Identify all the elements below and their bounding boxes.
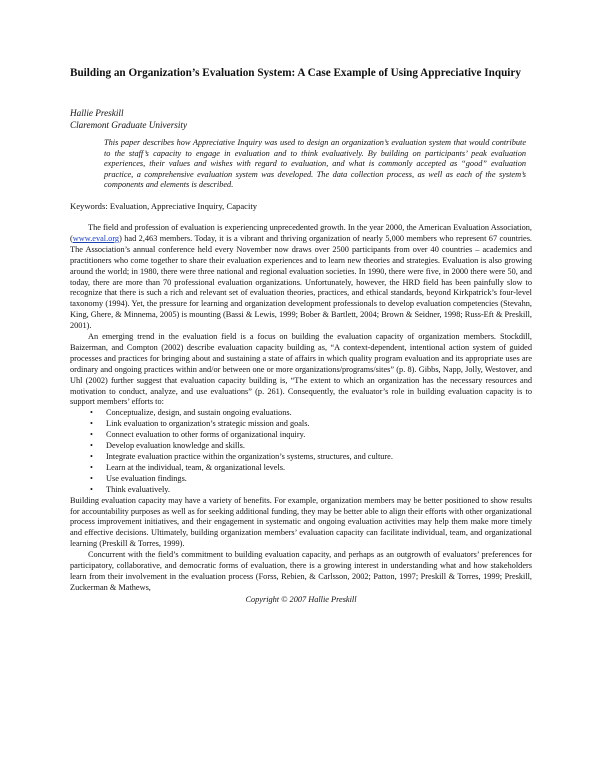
bullet-icon: •	[90, 419, 93, 429]
bullet-item	[90, 419, 532, 430]
bullet-text: Use evaluation findings.	[106, 473, 187, 483]
bullet-text: Link evaluation to organization’s strategic mission and goals.	[106, 419, 310, 429]
body-text	[70, 223, 532, 594]
paragraph-1	[70, 223, 532, 332]
abstract: This paper describes how Appreciative Inquiry was used to design an organization’s evaluation system that would contribute to the staff’s capacity to engage in evaluation and to think evaluatively. By building on participants’ peak evaluation experiences, their values and wishes with regard to evaluation, and what is commonly accepted as “good” evaluation practice, a comprehensive evaluation system was developed. The data collection process, as well as each of the system’s components and elements is described.	[104, 138, 526, 190]
paragraph-4: Concurrent with the field’s commitment to building evaluation capacity, and perhaps as an outgrowth of evaluators’ preferences for participatory, collaborative, and democratic forms of evaluation, there is a growing interest in understanding what and how stakeholders learn from their involvement in the evaluation process (Forss, Rebien, & Carlsson, 2002; Patton, 1997; Preskill & Torres, 1999; Preskill, Zuckerman & Mathews,	[70, 550, 532, 592]
keywords: Keywords: Evaluation, Appreciative Inquiry, Capacity	[70, 200, 258, 211]
bullet-icon: •	[90, 473, 93, 483]
paragraph-3: Building evaluation capacity may have a variety of benefits. For example, organization members may be better positioned to show results for accountability purposes as well as for seeking additional funding, they may be better able to align their efforts with other organizational process improvement initiatives, and their engagement in systematic and ongoing evaluation activities may help them make more timely and effective decisions. Ultimately, building organization members’ evaluation capacity can facilitate individual, team, and organizational learning (Preskill & Torres, 1999).	[70, 495, 532, 549]
capacity-bullet-list	[70, 408, 532, 495]
bullet-icon: •	[90, 452, 93, 461]
bullet-text: Develop evaluation knowledge and skills.	[106, 441, 245, 451]
bullet-text: Learn at the individual, team, & organizational levels.	[106, 462, 286, 472]
bullet-text: Integrate evaluation practice within the organization’s systems, structures, and culture.	[106, 452, 393, 461]
paper-title: Building an Organization’s Evaluation System: A Case Example of Using Appreciative Inquiry	[70, 67, 521, 79]
bullet-item	[90, 441, 532, 452]
bullet-item	[90, 430, 532, 441]
bullet-text: Conceptualize, design, and sustain ongoing evaluations.	[106, 408, 292, 418]
copyright-footer: Copyright © 2007 Hallie Preskill	[245, 594, 357, 604]
author-name: Hallie Preskill	[70, 108, 124, 118]
paragraph-1-text-a: The field and profession of evaluation is experiencing unprecedented growth. In the year 2000, the American Evaluation Association, (	[70, 222, 532, 243]
aea-link[interactable]: www.eval.org	[72, 233, 120, 243]
bullet-text: Connect evaluation to other forms of organizational inquiry.	[106, 430, 306, 440]
paragraph-1-text-b: ) had 2,463 members. Today, it is a vibrant and thriving organization of nearly 5,000 members who represent 67 countries. The Association’s annual conference held every November now draws over 2500 participants from over 40 countries – academics and practitioners who come together to share their evaluation experiences and to learn new theories and strategies. Evaluation is also growing around the world; in 1980, there were three national and regional evaluation societies. In 1990, there were five, in 2000 there were 50, and today, there are more than 70 professional evaluation organizations. Unfortunately, however, the HRD field has been painfully slow to recognize that there is such a rich and relevant set of evaluation theories, practices, and ethical standards, beyond Kirkpatrick’s four-level taxonomy (1994). Yet, the pressure for learning and organization development professionals to develop evaluation competencies (Stevahn, King, Ghere, & Minnema, 2005) is mounting (Bassi & Lewis, 1999; Bober & Bartlett, 2004; Brown & Seidner, 1998; Russ-Eft & Preskill, 2001).	[70, 233, 532, 331]
paragraph-2: An emerging trend in the evaluation field is a focus on building the evaluation capacity of organization members. Stockdill, Baizerman, and Compton (2002) describe evaluation capacity building as, “A context-dependent, intentional action system of guided processes and practices for bringing about and sustaining a state of affairs in which quality program evaluation and its appropriate uses are ordinary and ongoing practices within and/or between one or more organizations/programs/sites” (p. 8). Gibbs, Napp, Jolly, Westover, and Uhl (2002) further suggest that evaluation capacity building is, “The extent to which an organization has the necessary resources and motivation to conduct, analyze, and use evaluations” (p. 261). Consequently, the evaluator’s role in building evaluation capacity is to support members’ efforts to:	[70, 332, 532, 407]
paper-page	[70, 66, 532, 605]
bullet-icon: •	[90, 441, 93, 451]
bullet-item	[90, 408, 532, 419]
bullet-item	[90, 463, 532, 474]
author-affiliation: Claremont Graduate University	[70, 120, 188, 130]
bullet-icon: •	[90, 484, 93, 494]
bullet-icon: •	[90, 462, 93, 472]
bullet-icon: •	[90, 430, 93, 440]
bullet-item	[90, 452, 532, 463]
bullet-item	[90, 485, 532, 496]
bullet-item	[90, 474, 532, 485]
bullet-icon: •	[90, 408, 93, 418]
bullet-text: Think evaluatively.	[106, 484, 170, 494]
